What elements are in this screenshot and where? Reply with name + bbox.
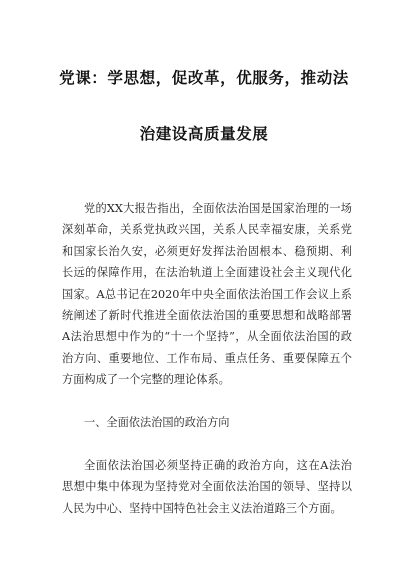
paragraph-line: 治方向、重要地位、工作布局、重点任务、重要保障五个 (62, 351, 352, 365)
paragraph-line: 深刻革命，关系党执政兴国，关系人民幸福安康，关系党 (62, 223, 352, 237)
section-heading-text: 一、全面依法治国的政治方向 (84, 416, 230, 429)
paragraph-line: A法治思想中作为的“十一个坚持”，从全面依法治国的政 (62, 330, 352, 344)
paragraph-line: 长远的保障作用，在法治轨道上全面建设社会主义现代化 (62, 266, 352, 280)
paragraph-line: 统阐述了新时代推进全面依法治国的重要思想和战略部署 (62, 308, 352, 322)
body-paragraph-2 (62, 455, 352, 519)
paragraph-line: 人民为中心、坚持中国特色社会主义法治道路三个方面。 (62, 501, 342, 515)
paragraph-line: 党的XX大报告指出，全面依法治国是国家治理的一场 (84, 202, 352, 215)
paragraph-line: 全面依法治国必须坚持正确的政治方向，这在A法治 (84, 459, 352, 472)
paragraph-line: 国家。A总书记在2020年中央全面依法治国工作会议上系 (62, 287, 352, 301)
paragraph-line: 方面构成了一个完整的理论体系。 (62, 373, 230, 387)
paragraph-line: 思想中集中体现为坚持党对全面依法治国的领导、坚持以 (62, 480, 352, 494)
document-title-line-1: 党课：学思想，促改革，优服务，推动法 (59, 69, 349, 87)
paragraph-line: 和国家长治久安，必须更好发挥法治固根本、稳预期、利 (62, 244, 352, 258)
body-paragraph-1 (62, 198, 352, 391)
document-title-line-2: 治建设高质量发展 (139, 125, 269, 143)
section-heading-1 (62, 412, 352, 433)
